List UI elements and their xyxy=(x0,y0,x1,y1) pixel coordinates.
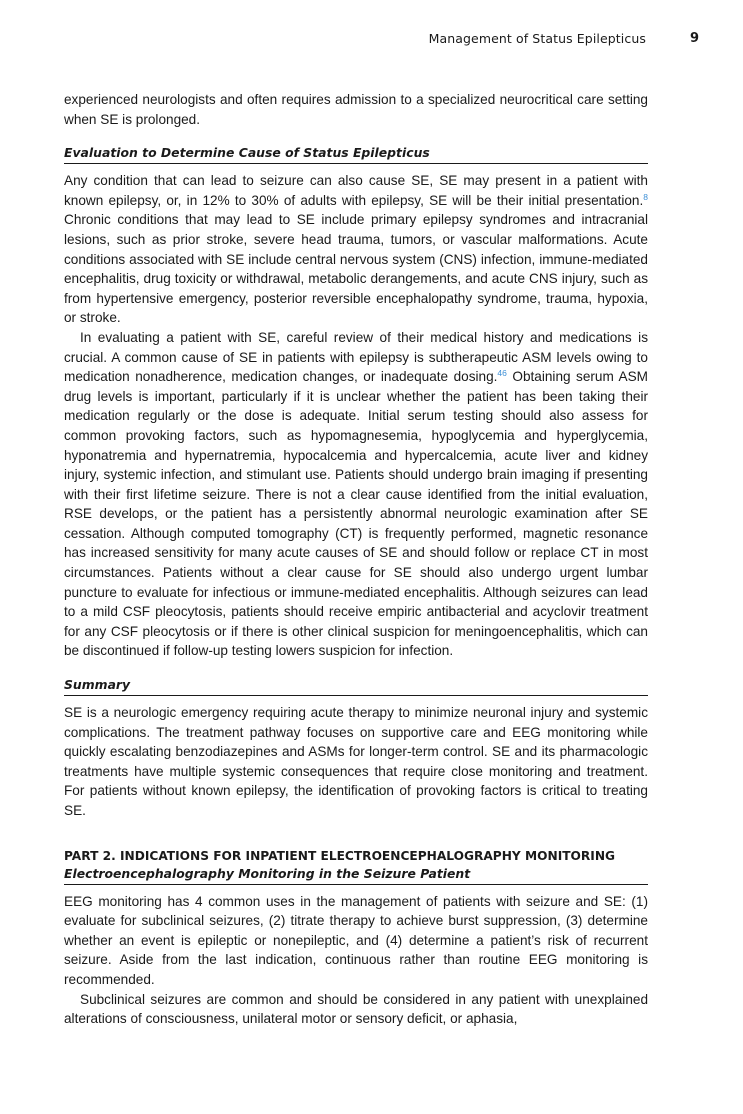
section-heading-evaluation: Evaluation to Determine Cause of Status Epilepticus xyxy=(64,144,648,164)
running-title: Management of Status Epilepticus xyxy=(428,31,646,46)
intro-paragraph: experienced neurologists and often requires admission to a specialized neurocritical care setting when SE is prolonged. xyxy=(64,92,648,127)
reference-46[interactable]: 46 xyxy=(497,368,507,379)
summary-paragraph: SE is a neurologic emergency requiring acute therapy to minimize neuronal injury and systemic complications. The treatment pathway focuses on supportive care and EEG monitoring while quickly escalating benzodiazepines and ASMs for longer-term control. SE and its pharmacologic treatments have multiple systemic consequences that require close monitoring and treatment. For patients without known epilepsy, the identification of provoking factors is critical to treating SE. xyxy=(64,705,648,818)
body-text xyxy=(64,90,648,1029)
evaluation-p1-text-b: Chronic conditions that may lead to SE include primary epilepsy syndromes and intracranial lesions, such as prior stroke, severe head trauma, tumors, or vascular malformations. Acute conditions associated with SE include central nervous system (CNS) infection, immune-mediated encephalitis, drug toxicity or withdrawal, metabolic derangements, and acute CNS injury, such as from hypertensive emergency, posterior reversible encephalopathy syndrome, trauma, hypoxia, or stroke. xyxy=(64,212,648,326)
section-heading-summary: Summary xyxy=(64,676,648,696)
part2-paragraph-1: EEG monitoring has 4 common uses in the management of patients with seizure and SE: (1) evaluate for subclinical seizures, (2) titrate therapy to achieve burst suppression, (3) determine whether an event is epileptic or nonepileptic, and (4) determine a patient’s risk of recurrent seizure. Aside from the last indication, continuous rather than routine EEG monitoring is recommended. xyxy=(64,893,648,987)
evaluation-p2-text-a: In evaluating a patient with SE, careful review of their medical history and medications is crucial. A common cause of SE in patients with epilepsy is subtherapeutic ASM levels owing to medication nonadherence, medication changes, or inadequate dosing. xyxy=(64,329,648,385)
reference-8[interactable]: 8 xyxy=(643,191,648,202)
section-heading-eeg-monitoring: Electroencephalography Monitoring in the Seizure Patient xyxy=(64,865,648,885)
evaluation-paragraph-2 xyxy=(64,328,648,661)
part-heading: PART 2. INDICATIONS FOR INPATIENT ELECTROENCEPHALOGRAPHY MONITORING xyxy=(64,848,616,863)
running-head xyxy=(64,31,646,51)
evaluation-paragraph-1 xyxy=(64,171,648,328)
part2-paragraph-2: Subclinical seizures are common and should be considered in any patient with unexplained alterations of consciousness, unilateral motor or sensory deficit, or aphasia, xyxy=(64,991,648,1027)
evaluation-p2-text-b: Obtaining serum ASM drug levels is important, particularly if it is unclear whether the patient has been taking their medication regularly or the dose is adequate. Initial serum testing should also assess for common provoking factors, such as hypomagnesemia, hypoglycemia and hyperglycemia, hyponatremia and hypernatremia, hypocalcemia and hypercalcemia, acute liver and kidney injury, systemic infection, and stimulant use. Patients should undergo brain imaging if presenting with their first lifetime seizure. There is not a clear cause identified from the initial evaluation, RSE develops, or the patient has a persistently abnormal neurologic examination after SE cessation. Although computed tomography (CT) is frequently performed, magnetic resonance has increased sensitivity for many acute causes of SE and should follow or replace CT in most circumstances. Patients without a clear cause for SE should also undergo urgent lumbar puncture to evaluate for infectious or immune-mediated encephalitis. Although seizures can lead to a mild CSF pleocytosis, patients should receive empiric antibacterial and acyclovir treatment for any CSF pleocytosis or if there is other clinical suspicion for meningoencephalitis, which can be discontinued if follow-up testing lowers suspicion for infection. xyxy=(64,369,648,659)
evaluation-p1-text-a: Any condition that can lead to seizure can also cause SE, SE may present in a patient with known epilepsy, or, in 12% to 30% of adults with epilepsy, SE will be their initial presentation. xyxy=(64,173,648,208)
page-number: 9 xyxy=(690,31,700,46)
